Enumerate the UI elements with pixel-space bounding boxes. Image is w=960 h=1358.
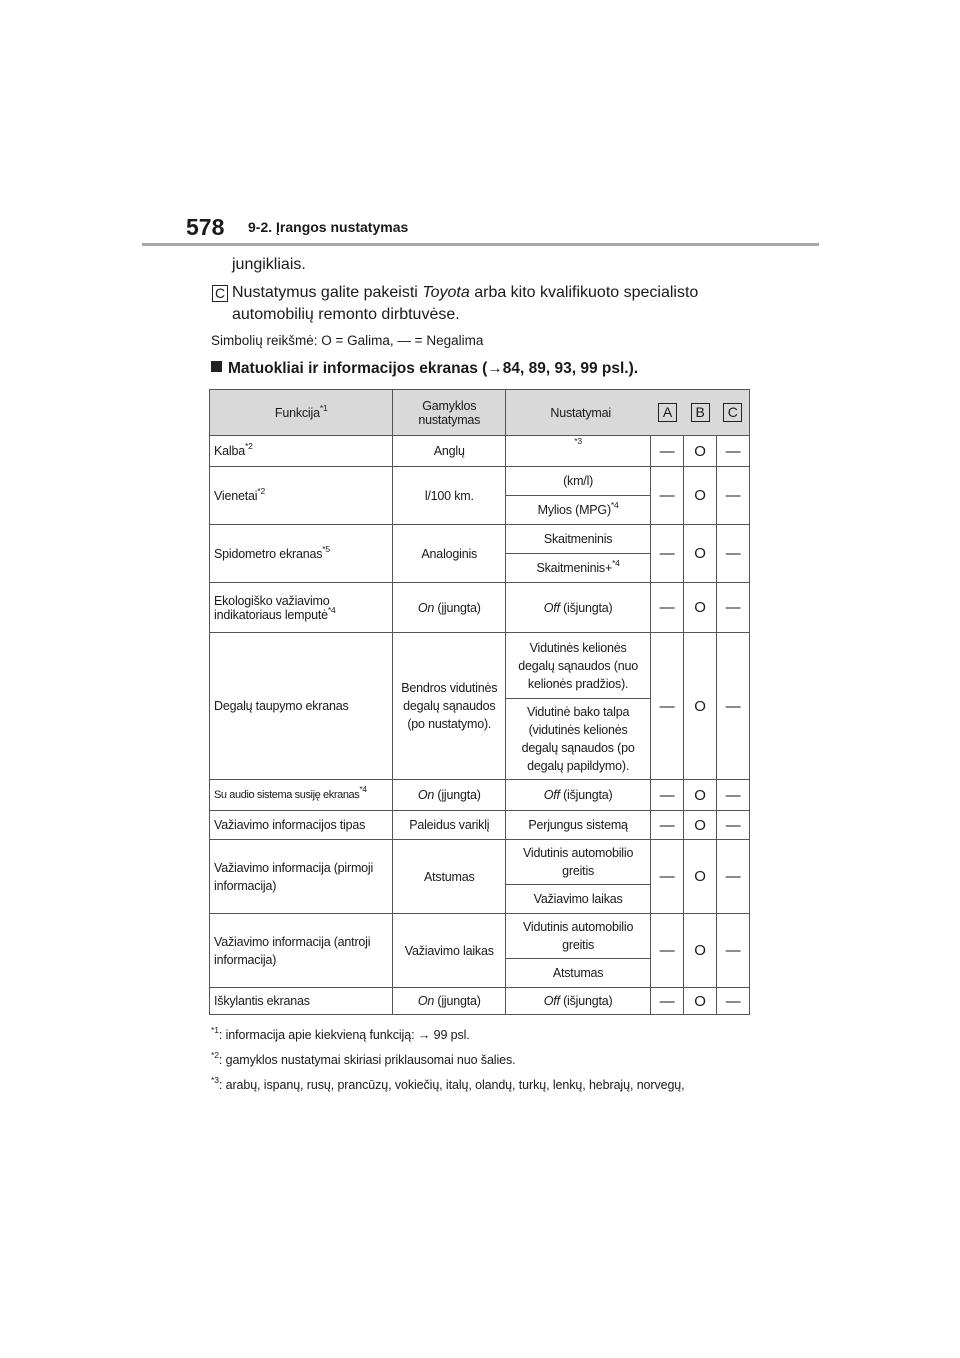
- col-header-function: Funkcija$^{*1}$: [210, 390, 393, 436]
- section-heading: Matuokliai ir informacijos ekranas (→84, 89, 93, 99 psl.).: [211, 360, 638, 378]
- table-row: Atstumas: [210, 959, 750, 988]
- table-row: Vienetai$^{*2}$ l/100 km. (km/l) — O —: [210, 467, 750, 496]
- table-row: Važiavimo informacija (antroji informacija) Važiavimo laikas Vidutinis automobilio greitis — O —: [210, 914, 750, 959]
- header-divider: [142, 243, 819, 246]
- intro-line-2: Nustatymus galite pakeisti Toyota arba kito kvalifikuoto specialisto: [232, 284, 699, 301]
- box-letter-c-header: C: [723, 403, 742, 422]
- table-row: Važiavimo informacijos tipas Paleidus variklį Perjungus sistemą — O —: [210, 811, 750, 840]
- section-title: 9-2. Įrangos nustatymas: [248, 219, 409, 235]
- table-row: Skaitmeninis+$^{*4}$: [210, 554, 750, 583]
- symbols-legend: Simbolių reikšmė: O = Galima, — = Negalima: [211, 333, 484, 348]
- table-row: Važiavimo informacija (pirmoji informacija) Atstumas Vidutinis automobilio greitis — O —: [210, 840, 750, 885]
- box-letter-c: C: [212, 285, 228, 302]
- box-letter-b: B: [691, 403, 710, 422]
- table-header-row: [210, 390, 750, 436]
- table-row: Mylios (MPG)$^{*4}$: [210, 496, 750, 525]
- table-row: Su audio sistema susiję ekranas$^{*4}$ On (įjungta) Off (išjungta) — O —: [210, 780, 750, 811]
- table-row: Spidometro ekranas$^{*5}$ Analoginis Skaitmeninis — O —: [210, 525, 750, 554]
- col-header-settings: Nustatymai A B C: [506, 390, 750, 436]
- table-row: Važiavimo laikas: [210, 885, 750, 914]
- footnote-3: $^{*3}$: arabų, ispanų, rusų, prancūzų, vokiečių, italų, olandų, turkų, lenkų, hebrajų, norvegų,: [211, 1075, 685, 1092]
- settings-table: [209, 389, 750, 1015]
- square-bullet-icon: [211, 361, 222, 372]
- brand-name: Toyota: [422, 284, 470, 301]
- box-letter-a: A: [658, 403, 677, 422]
- intro-line-3: automobilių remonto dirbtuvėse.: [232, 306, 460, 323]
- footnote-1: $^{*1}$: informacija apie kiekvieną funkciją: → 99 psl.: [211, 1025, 470, 1042]
- table-row: Degalų taupymo ekranas Bendros vidutinės degalų sąnaudos (po nustatymo). Vidutinės kelionės degalų sąnaudos (nuo kelionės pradžios). — O —: [210, 633, 750, 699]
- page-number: 578: [186, 214, 225, 240]
- table-row: Vidutinė bako talpa (vidutinės kelionės degalų sąnaudos (po degalų papildymo).: [210, 699, 750, 780]
- col-header-default: Gamyklos nustatymas: [393, 390, 506, 436]
- table-row: Ekologiško važiavimo indikatoriaus lemputė$^{*4}$ On (įjungta) Off (išjungta) — O —: [210, 583, 750, 633]
- table-row: Kalba$^{*2}$ Anglų $^{*3}$ — O —: [210, 436, 750, 467]
- footnote-2: $^{*2}$: gamyklos nustatymai skiriasi priklausomai nuo šalies.: [211, 1050, 516, 1067]
- table-row: Iškylantis ekranas On (įjungta) Off (išjungta) — O —: [210, 988, 750, 1015]
- intro-line-1: jungikliais.: [232, 256, 306, 273]
